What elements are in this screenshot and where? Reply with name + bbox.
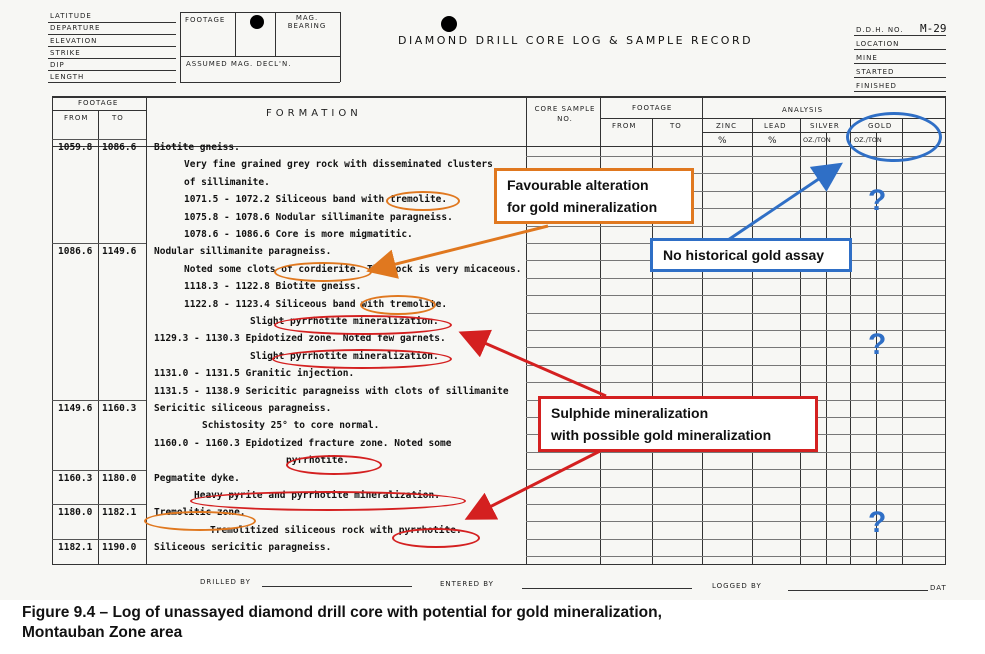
col-sample-to: TO [670,122,682,130]
entered-by-label: ENTERED BY [440,580,494,588]
unit-gold: OZ./TON [854,136,882,144]
ddh-number: M-29 [920,22,947,35]
row-description: 1122.8 - 1123.4 Siliceous band with tremolite. [184,298,448,310]
row-to: 1149.6 [102,246,137,258]
row-from: 1182.1 [58,542,93,554]
callout-no-assay-text: No historical gold assay [663,247,825,263]
row-to: 1086.6 [102,142,137,153]
unit-zinc: % [718,136,728,146]
callout-sulphide-line2: with possible gold mineralization [551,427,772,443]
question-mark-2: ? [868,328,887,361]
callout-sulphide [538,396,818,452]
col-from: FROM [64,114,89,122]
drilled-by-label: DRILLED BY [200,578,251,586]
callout-favourable [494,168,694,224]
row-from: 1086.6 [58,246,93,258]
question-mark-1: ? [868,184,887,217]
row-description: 1129.3 - 1130.3 Epidotized zone. Noted few garnets. [154,333,446,345]
arrow-no-assay [728,166,838,240]
col-sample-footage: FOOTAGE [632,104,673,112]
strike-label: STRIKE [50,49,81,57]
col-zinc: ZINC [716,122,737,130]
row-to: 1160.3 [102,403,137,414]
arrow-sulphide-down [470,448,606,517]
callout-sulphide-line1: Sulphide mineralization [551,405,709,421]
row-to: 1190.0 [102,542,137,554]
arrow-sulphide-up [464,334,606,396]
col-gold: GOLD [868,122,893,130]
elevation-label: ELEVATION [50,37,98,45]
footage-label: FOOTAGE [185,16,226,24]
row-to: 1180.0 [102,472,137,484]
col-silver: SILVER [810,122,840,130]
departure-label: DEPARTURE [50,24,101,32]
callout-favourable-line1: Favourable alteration [507,177,649,193]
row-to: 1182.1 [102,507,137,519]
length-label: LENGTH [50,73,85,81]
row-from: 1059.8 [58,142,93,153]
row-description: 1078.6 - 1086.6 Core is more migmatitic. [184,229,413,240]
row-from: 1160.3 [58,472,93,484]
row-description: Slight pyrrhotite mineralization. [250,350,439,362]
dip-label: DIP [50,61,65,69]
row-from: 1149.6 [58,403,93,414]
arrow-favourable [372,226,548,270]
figure-caption-line2: Montauban Zone area [22,624,183,641]
row-from: 1180.0 [58,507,93,519]
col-to: TO [112,114,124,122]
latitude-label: LATITUDE [50,12,92,20]
row-description: 1160.0 - 1160.3 Epidotized fracture zone. Noted some [154,437,452,449]
row-description: Schistosity 25° to core normal. [202,420,380,432]
location-label: LOCATION [856,40,900,48]
row-description: 1071.5 - 1072.2 Siliceous band with tremolite. [184,194,448,206]
col-formation: FORMATION [266,108,362,119]
col-sample-from: FROM [612,122,637,130]
ddh-no-label: D.D.H. NO. [856,26,904,34]
row-description: pyrrhotite. [286,455,349,467]
date-label: DAT [930,584,947,592]
row-description: Noted some clots of cordierite. The rock is very micaceous. [184,263,522,275]
mine-label: MINE [856,54,878,62]
unit-lead: % [768,136,778,146]
row-description: of sillimanite. [184,176,270,188]
col-footage: FOOTAGE [78,99,119,107]
row-description: 1075.8 - 1078.6 Nodular sillimanite paragneiss. [184,211,453,223]
row-description: Siliceous sericitic paragneiss. [154,542,332,554]
row-description: Tremolitic zone. [154,507,246,519]
mag-bearing-label: MAG. BEARING [287,14,327,30]
form-title: DIAMOND DRILL CORE LOG & SAMPLE RECORD [398,34,754,47]
row-description: Nodular sillimanite paragneiss. [154,246,332,258]
row-description: Slight pyrrhotite mineralization. [250,316,439,327]
row-description: Sericitic siliceous paragneiss. [154,403,332,414]
callout-favourable-line2: for gold mineralization [507,199,658,215]
col-core-sample: CORE SAMPLE NO. [534,105,596,123]
row-description: Biotite gneiss. [154,142,240,153]
col-analysis: ANALYSIS [782,106,824,114]
logged-by-label: LOGGED BY [712,582,762,590]
col-lead: LEAD [764,122,787,130]
row-description: Very fine grained grey rock with disseminated clusters [184,159,493,171]
row-description: 1131.5 - 1138.9 Sericitic paragneiss with clots of sillimanite [154,385,509,397]
row-description: Pegmatite dyke. [154,472,240,484]
callout-no-assay [650,238,852,272]
assumed-decl-label: ASSUMED MAG. DECL'N. [186,60,292,68]
question-mark-3: ? [868,506,887,539]
started-label: STARTED [856,68,895,76]
row-description: 1118.3 - 1122.8 Biotite gneiss. [184,281,362,293]
unit-silver: OZ./TON [803,136,831,144]
row-description: Heavy pyrite and pyrrhotite mineralization. [194,490,440,501]
figure-caption-line1: Figure 9.4 – Log of unassayed diamond drill core with potential for gold mineralization, [22,604,662,621]
row-description: Tremolitized siliceous rock with pyrrhotite. [210,524,462,536]
row-description: 1131.0 - 1131.5 Granitic injection. [154,368,355,380]
finished-label: FINISHED [856,82,897,90]
